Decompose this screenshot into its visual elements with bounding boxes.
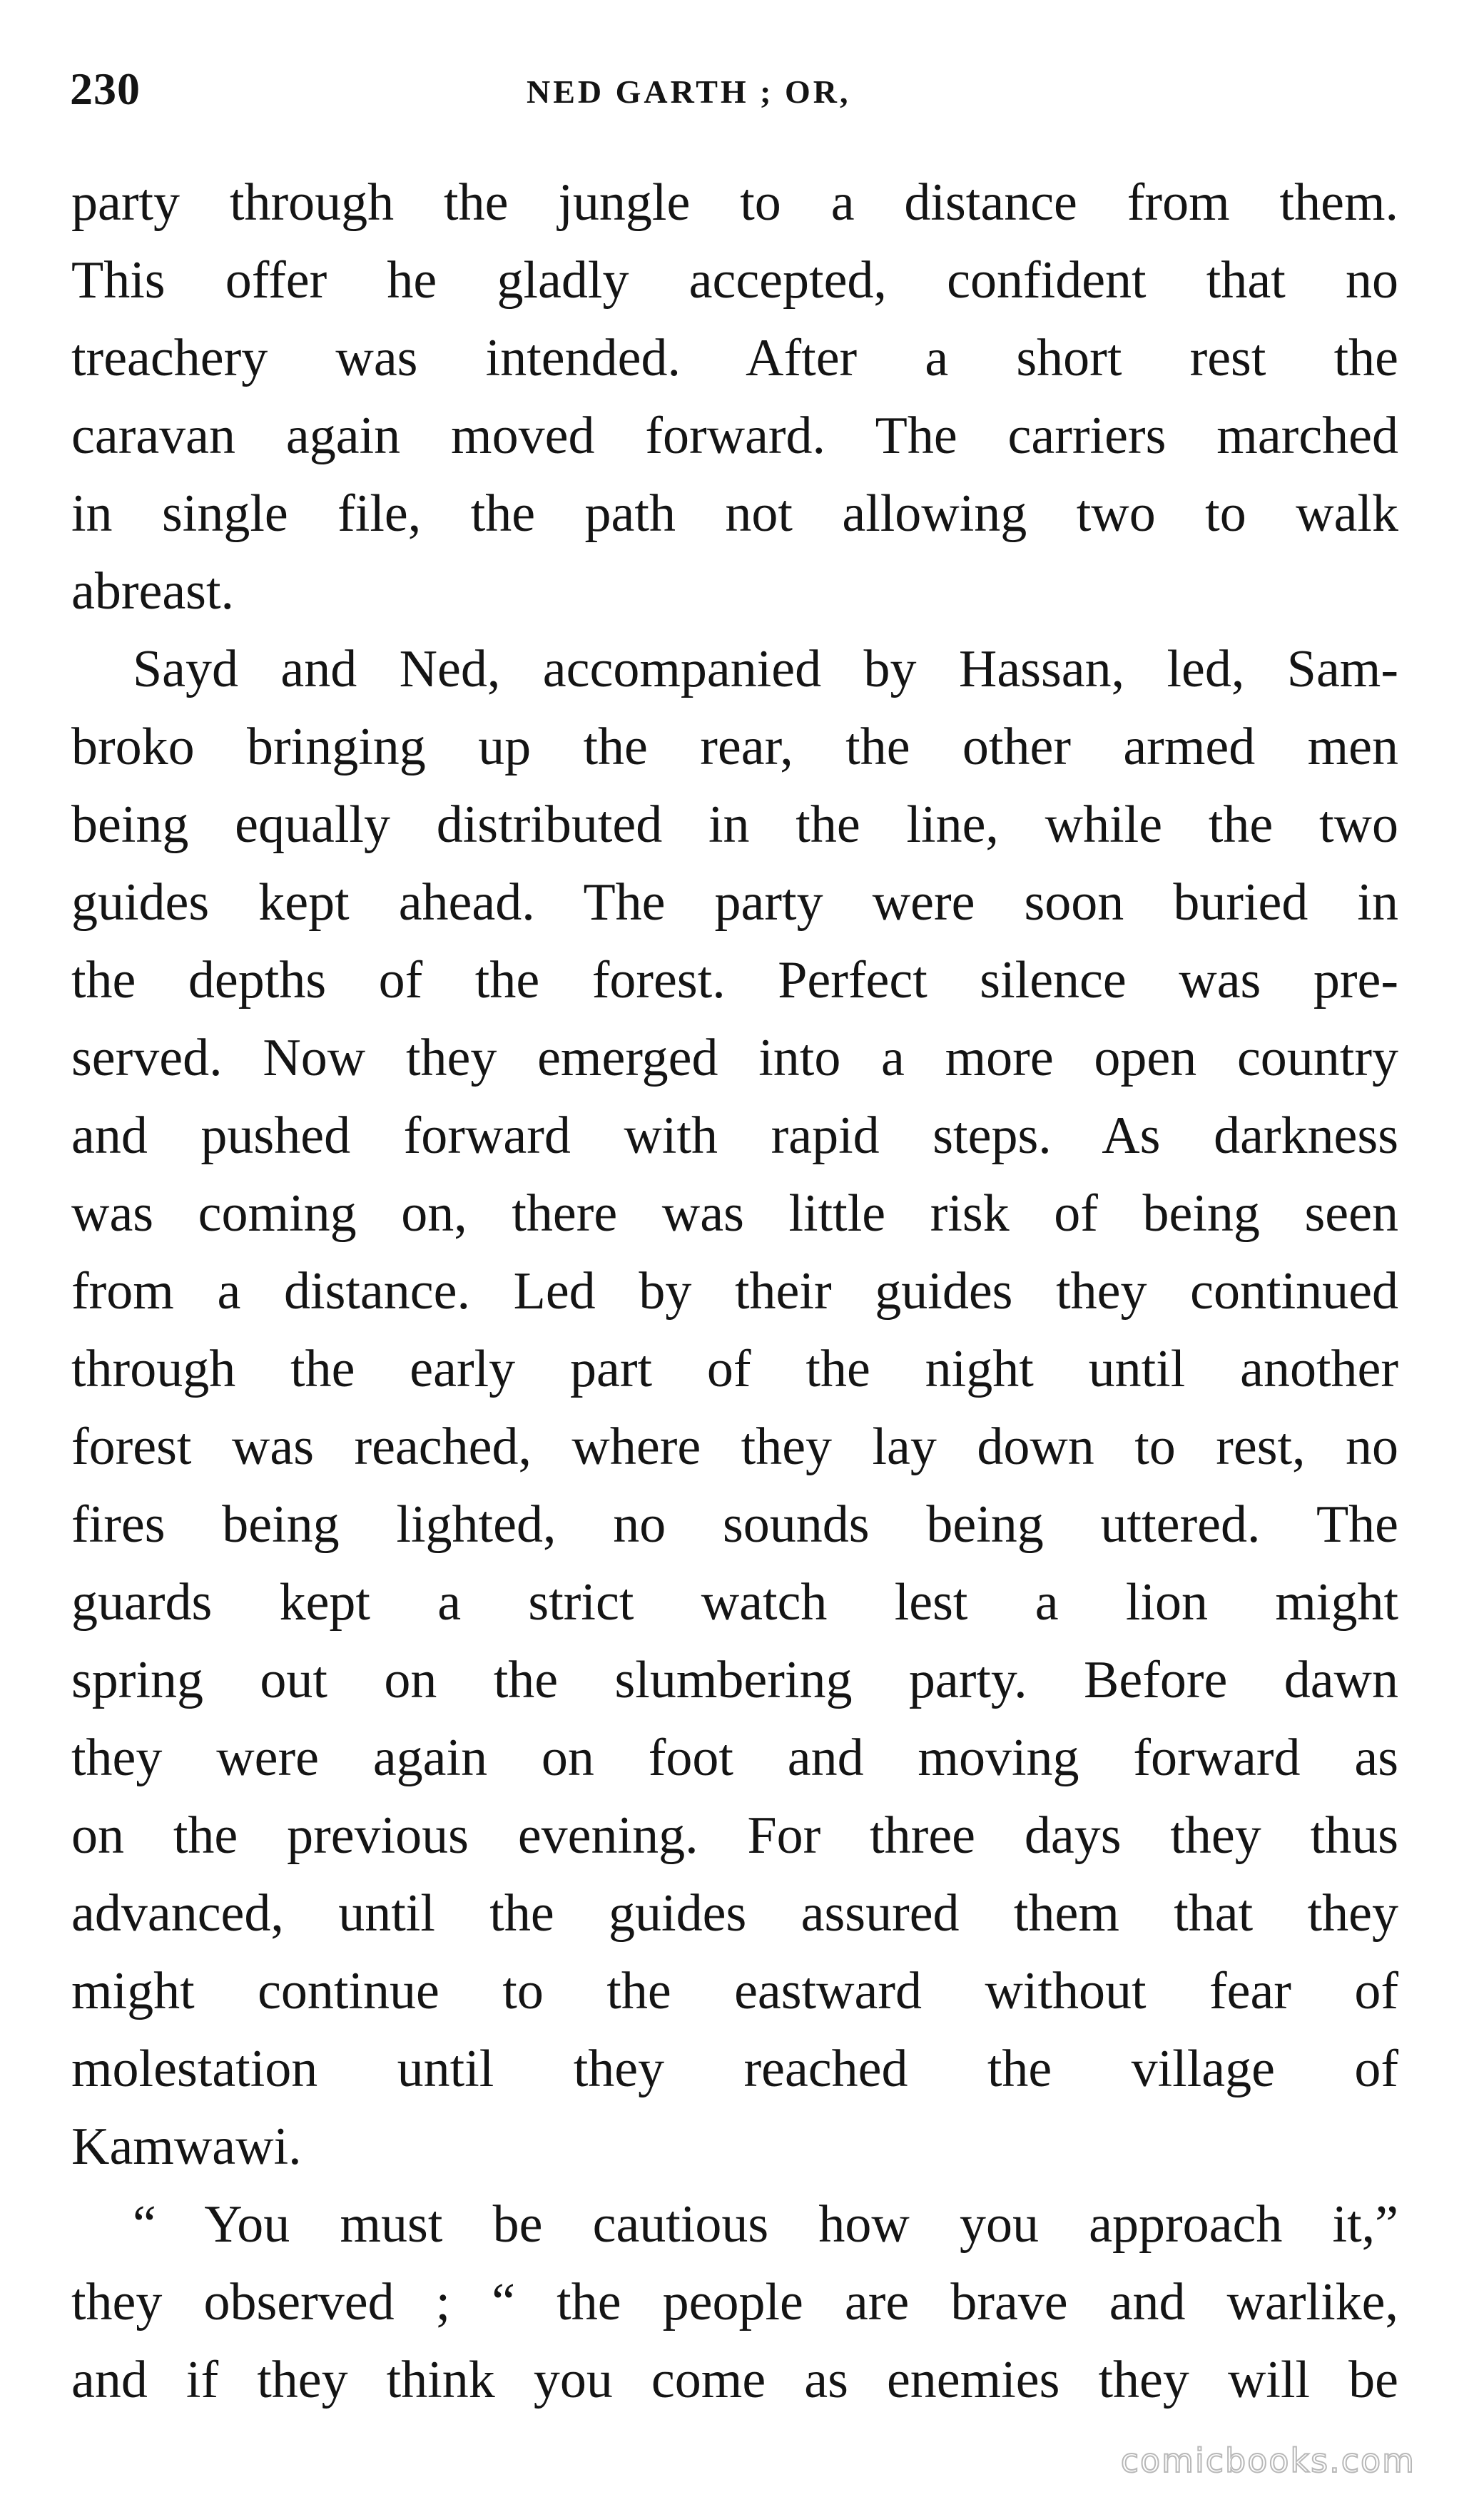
text-line: being equally distributed in the line, while the two (71, 795, 1398, 854)
text-line: Sayd and Ned, accompanied by Hassan, led, Sam- (133, 640, 1398, 698)
text-line: from a distance. Led by their guides they continued (71, 1262, 1398, 1321)
text-line: party through the jungle to a distance from them. (71, 173, 1398, 232)
text-line: abreast. (71, 562, 235, 621)
text-line: might continue to the eastward without fear of (71, 1962, 1398, 2020)
text-line: and pushed forward with rapid steps. As darkness (71, 1107, 1398, 1165)
text-line: broko bringing up the rear, the other armed men (71, 718, 1398, 776)
text-line: “ You must be cautious how you approach it,” (133, 2195, 1398, 2254)
body-text (71, 164, 1398, 2419)
text-line: in single file, the path not allowing two to walk (71, 484, 1398, 543)
page-header (70, 63, 1411, 141)
text-line: spring out on the slumbering party. Before dawn (71, 1651, 1398, 1709)
running-head: NED GARTH ; OR, (527, 73, 851, 110)
text-line: This offer he gladly accepted, confident that no (71, 251, 1398, 310)
text-line: and if they think you come as enemies they will be (71, 2351, 1398, 2409)
text-line: served. Now they emerged into a more open country (71, 1029, 1398, 1087)
text-line: guides kept ahead. The party were soon buried in (71, 873, 1398, 932)
text-line: the depths of the forest. Perfect silence was pre- (71, 951, 1398, 1010)
text-line: they were again on foot and moving forward as (71, 1729, 1398, 1787)
text-line: guards kept a strict watch lest a lion might (71, 1573, 1398, 1632)
text-line: fires being lighted, no sounds being uttered. The (71, 1495, 1398, 1554)
page-number: 230 (70, 63, 141, 114)
text-line: Kamwawi. (71, 2117, 302, 2176)
text-line: was coming on, there was little risk of being seen (71, 1184, 1398, 1243)
text-line: through the early part of the night until another (71, 1340, 1398, 1398)
paragraph (71, 631, 1398, 2186)
paragraph (71, 164, 1398, 631)
paragraph (71, 2186, 1398, 2419)
text-line: molestation until they reached the village of (71, 2040, 1398, 2098)
text-line: forest was reached, where they lay down to rest, no (71, 1418, 1398, 1476)
text-line: on the previous evening. For three days they thus (71, 1806, 1398, 1865)
text-line: caravan again moved forward. The carriers marched (71, 407, 1398, 465)
text-line: they observed ; “ the people are brave and warlike, (71, 2273, 1398, 2331)
watermark: comicbooks.com (1120, 2441, 1416, 2480)
text-line: advanced, until the guides assured them that they (71, 1884, 1398, 1943)
text-line: treachery was intended. After a short rest the (71, 329, 1398, 387)
